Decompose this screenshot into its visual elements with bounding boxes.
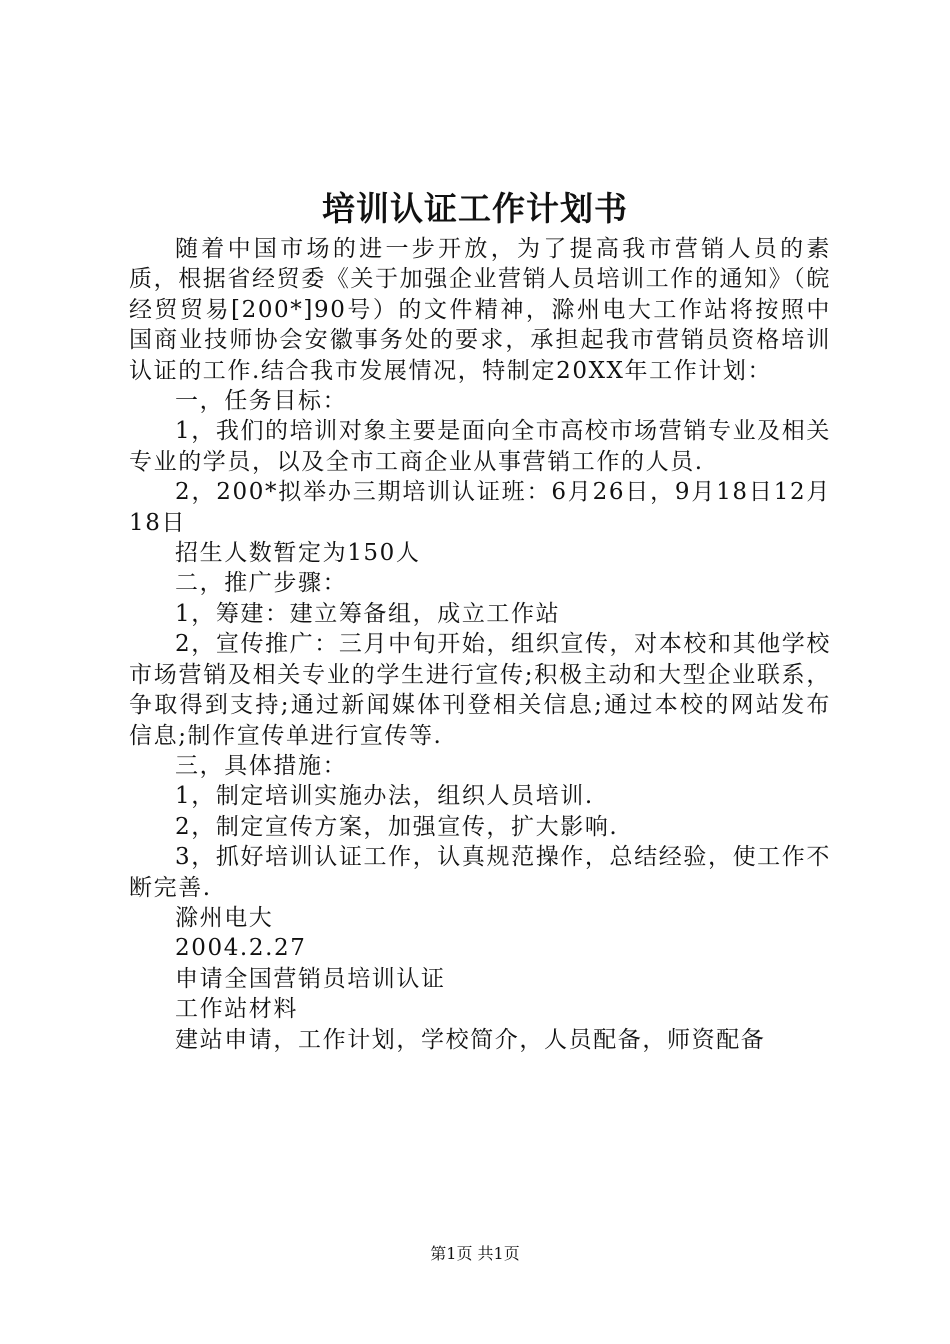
- section-heading-steps: 二，推广步骤：: [175, 570, 348, 597]
- paragraph-step-2: 2，宣传推广：三月中旬开始，组织宣传，对本校和其他学校市场营销及相关专业的学生进行宣传;积极主动和大型企业联系，争取得到支持;通过新闻媒体刊登相关信息;通过本校的网站发布信息;制作宣传单进行宣传等.: [129, 631, 831, 749]
- section-heading-measures: 三，具体措施：: [175, 752, 348, 779]
- paragraph-enrollment: 招生人数暂定为150人: [175, 540, 421, 567]
- paragraph-goal-1: 1，我们的培训对象主要是面向全市高校市场营销专业及相关专业的学员，以及全市工商企业从事营销工作的人员.: [129, 418, 831, 475]
- appendix-title-line-1: 申请全国营销员培训认证: [175, 965, 446, 992]
- paragraph-measure-3: 3，抓好培训认证工作，认真规范操作，总结经验，使工作不断完善.: [129, 844, 831, 901]
- page-footer: 第1页 共1页: [430, 1244, 520, 1263]
- document-body: [129, 234, 831, 1055]
- paragraph-step-1: 1，筹建：建立筹备组，成立工作站: [175, 600, 561, 627]
- paragraph-goal-2: 2，200*拟举办三期培训认证班：6月26日，9月18日12月18日: [129, 479, 831, 536]
- paragraph-intro: 随着中国市场的进一步开放，为了提高我市营销人员的素质，根据省经贸委《关于加强企业营销人员培训工作的通知》（皖经贸贸易[200*]90号）的文件精神，滁州电大工作站将按照中国商业技师协会安徽事务处的要求，承担起我市营销员资格培训认证的工作.结合我市发展情况，特制定20XX年工作计划：: [129, 236, 831, 384]
- signature-date: 2004.2.27: [175, 935, 307, 962]
- appendix-items: 建站申请，工作计划，学校简介，人员配备，师资配备: [175, 1026, 766, 1053]
- document-title: 培训认证工作计划书: [322, 189, 628, 228]
- section-heading-goals: 一，任务目标：: [175, 388, 348, 415]
- paragraph-measure-2: 2，制定宣传方案，加强宣传，扩大影响.: [175, 813, 619, 840]
- appendix-title-line-2: 工作站材料: [175, 996, 298, 1023]
- paragraph-measure-1: 1，制定培训实施办法，组织人员培训.: [175, 783, 594, 810]
- signature-organization: 滁州电大: [175, 904, 274, 931]
